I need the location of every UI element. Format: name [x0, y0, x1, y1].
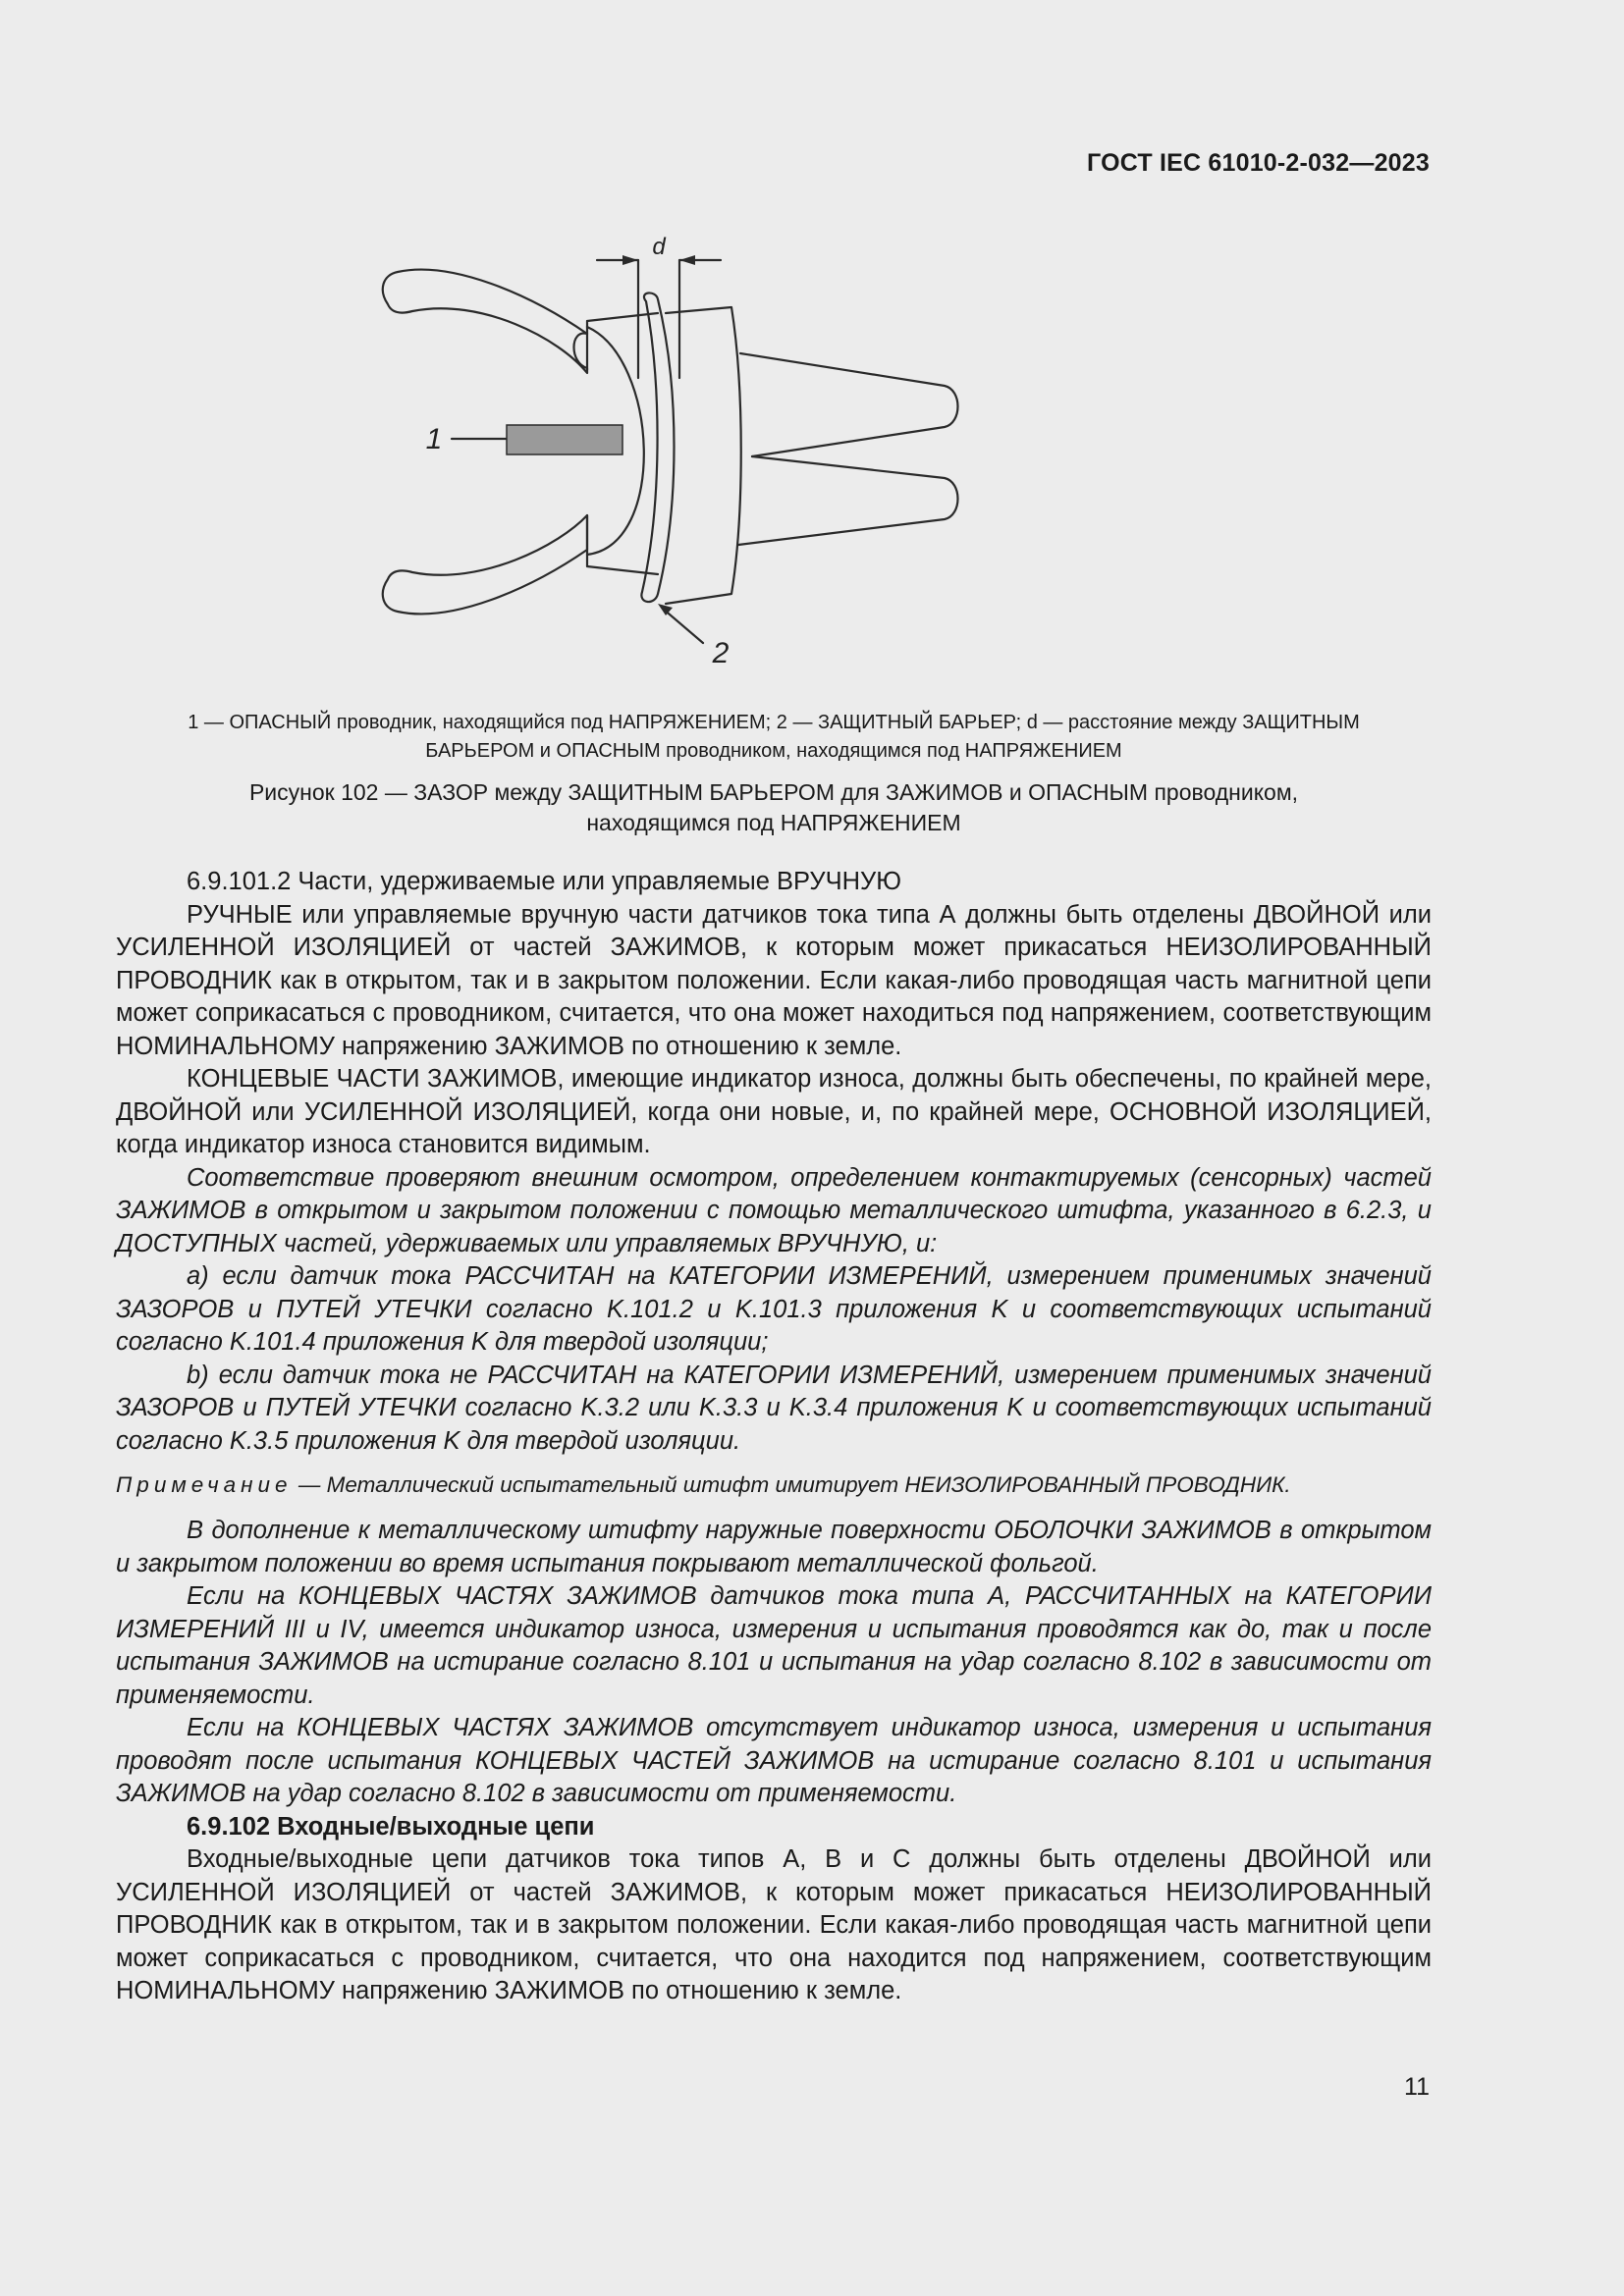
protective-barrier: [641, 293, 674, 602]
caption-line-2: находящимся под НАПРЯЖЕНИЕМ: [586, 810, 961, 835]
upper-handle: [740, 353, 958, 456]
figure-legend: [116, 709, 1432, 766]
dimension-lines: [638, 260, 679, 378]
arrowhead-d-left: [623, 255, 638, 265]
figure-caption: [116, 777, 1432, 838]
lower-handle: [738, 456, 958, 545]
upper-jaw: [383, 270, 587, 373]
label-1: 1: [425, 423, 443, 455]
note-label: Примечание: [116, 1472, 293, 1497]
paragraph: Если на КОНЦЕВЫХ ЧАСТЯХ ЗАЖИМОВ датчиков тока типа А, РАССЧИТАННЫХ на КАТЕГОРИИ ИЗМЕРЕНИЙ III и IV, имеется индикатор износа, измерения и испытания проводятся как до, так и после испытания ЗАЖИМОВ на истирание согласно 8.101 и испытания на удар согласно 8.102 в зависимости от применяемости.: [116, 1582, 1432, 1709]
section-heading-6-9-101-2: 6.9.101.2 Части, удерживаемые или управляемые ВРУЧНУЮ: [187, 868, 902, 895]
note: [116, 1469, 1432, 1501]
list-item-a: a) если датчик тока РАССЧИТАН на КАТЕГОРИИ ИЗМЕРЕНИЙ, измерением применимых значений ЗАЗОРОВ и ПУТЕЙ УТЕЧКИ согласно K.101.2 и K.101.3 приложения K и соответствующих испытаний согласно K.101.4 приложения K для твердой изоляции;: [116, 1262, 1432, 1356]
arrowhead-d-right: [679, 255, 695, 265]
standard-header: ГОСТ IEC 61010-2-032—2023: [1087, 149, 1430, 177]
caption-line-1: Рисунок 102 — ЗАЗОР между ЗАЩИТНЫМ БАРЬЕРОМ для ЗАЖИМОВ и ОПАСНЫМ проводником,: [248, 779, 1299, 805]
paragraph: Если на КОНЦЕВЫХ ЧАСТЯХ ЗАЖИМОВ отсутствует индикатор износа, измерения и испытания проводят после испытания КОНЦЕВЫХ ЧАСТЕЙ ЗАЖИМОВ на истирание согласно 8.101 и испытания ЗАЖИМОВ на удар согласно 8.102 в зависимости от применяемости.: [116, 1714, 1432, 1807]
paragraph: КОНЦЕВЫЕ ЧАСТИ ЗАЖИМОВ, имеющие индикатор износа, должны быть обеспечены, по крайней мере, ДВОЙНОЙ или УСИЛЕННОЙ ИЗОЛЯЦИЕЙ, когда они новые, и, по крайней мере, ОСНОВНОЙ ИЗОЛЯЦИЕЙ, когда индикатор износа становится видимым.: [116, 1065, 1432, 1158]
note-text: — Металлический испытательный штифт имитирует НЕИЗОЛИРОВАННЫЙ ПРОВОДНИК.: [292, 1472, 1291, 1497]
legend-line-2: БАРЬЕРОМ и ОПАСНЫМ проводником, находящимся под НАПРЯЖЕНИЕМ: [425, 740, 1122, 762]
hazardous-conductor: [507, 425, 623, 454]
lower-jaw: [383, 515, 587, 614]
clamp-barrier-figure: [373, 221, 1178, 682]
handle-block: [666, 307, 741, 604]
compliance-paragraph: Соответствие проверяют внешним осмотром, определением контактируемых (сенсорных) частей ЗАЖИМОВ в открытом и закрытом положении с помощью металлического штифта, указанного в 6.2.3, и ДОСТУПНЫХ частей, удерживаемых или управляемых ВРУЧНУЮ, и:: [116, 1163, 1432, 1257]
paragraph: В дополнение к металлическому штифту наружные поверхности ОБОЛОЧКИ ЗАЖИМОВ в открытом и закрытом положении во время испытания покрывают металлической фольгой.: [116, 1517, 1432, 1577]
legend-line-1: 1 — ОПАСНЫЙ проводник, находящийся под НАПРЯЖЕНИЕМ; 2 — ЗАЩИТНЫЙ БАРЬЕР; d — расстояние между ЗАЩИТНЫМ: [188, 712, 1360, 733]
body-text: [116, 866, 1432, 2008]
page-number: 11: [1404, 2073, 1430, 2101]
leader-line-2: [663, 609, 703, 643]
label-2: 2: [712, 637, 730, 669]
paragraph: РУЧНЫЕ или управляемые вручную части датчиков тока типа А должны быть отделены ДВОЙНОЙ или УСИЛЕННОЙ ИЗОЛЯЦИЕЙ от частей ЗАЖИМОВ, к которым может прикасаться НЕИЗОЛИРОВАННЫЙ ПРОВОДНИК как в открытом, так и в закрытом положении. Если какая-либо проводящая часть магнитной цепи может соприкасаться с проводником, считается, что она может находиться под напряжением, соответствующим НОМИНАЛЬНОМУ напряжению ЗАЖИМОВ по отношению к земле.: [116, 900, 1432, 1060]
paragraph: Входные/выходные цепи датчиков тока типов А, В и С должны быть отделены ДВОЙНОЙ или УСИЛЕННОЙ ИЗОЛЯЦИЕЙ от частей ЗАЖИМОВ, к которым может прикасаться НЕИЗОЛИРОВАННЫЙ ПРОВОДНИК как в открытом, так и в закрытом положении. Если какая-либо проводящая часть магнитной цепи может соприкасаться с проводником, считается, что она находится под напряжением, соответствующим НОМИНАЛЬНОМУ напряжению ЗАЖИМОВ по отношению к земле.: [116, 1845, 1432, 2004]
label-d: d: [652, 234, 666, 260]
section-heading-6-9-102: 6.9.102 Входные/выходные цепи: [187, 1812, 595, 1841]
list-item-b: b) если датчик тока не РАССЧИТАН на КАТЕГОРИИ ИЗМЕРЕНИЙ, измерением применимых значений ЗАЗОРОВ и ПУТЕЙ УТЕЧКИ согласно K.3.2 или K.3.3 и K.3.4 приложения K и соответствующих испытаний согласно K.3.5 приложения K для твердой изоляции.: [116, 1361, 1432, 1455]
